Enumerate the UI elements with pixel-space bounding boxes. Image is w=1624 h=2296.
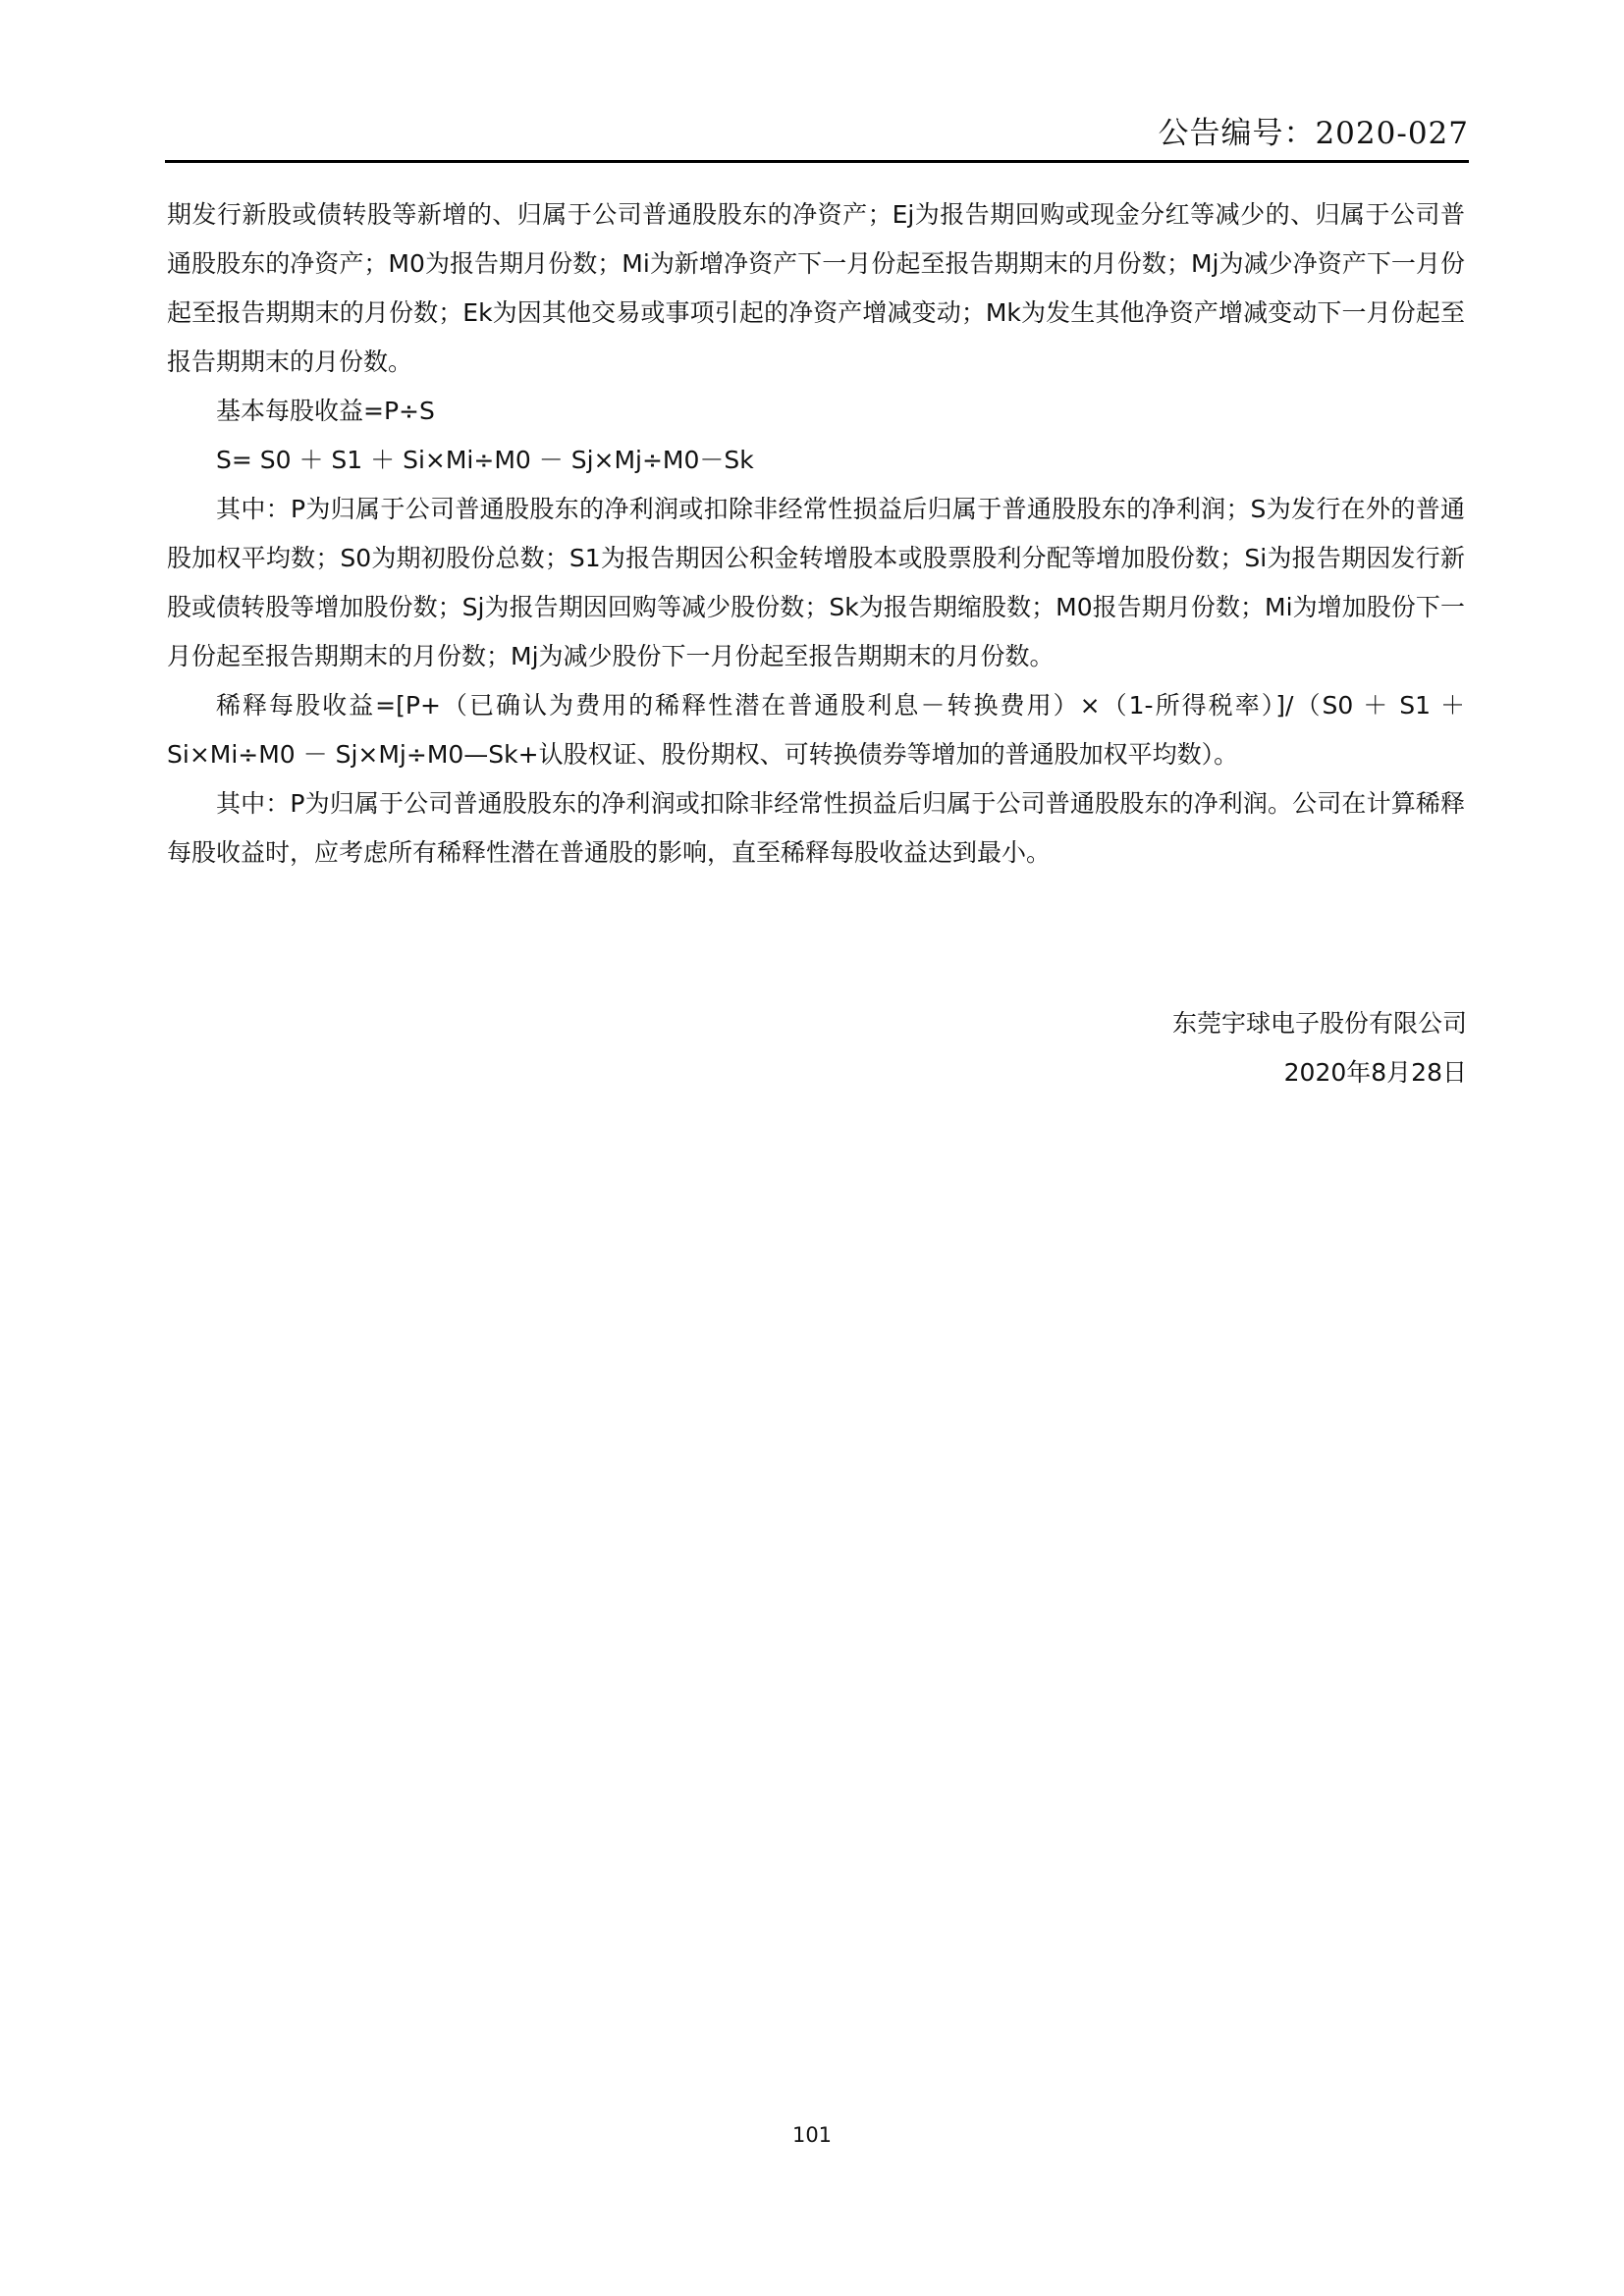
diluted-eps-formula: 稀释每股收益=[P+（已确认为费用的稀释性潜在普通股利息－转换费用）×（1-所得税率）]/（S0 ＋ S1 ＋ Si×Mi÷M0 － Sj×Mj÷M0—Sk+认股权证、股份期权、可转换债券等增加的普通股加权平均数）。 [167,691,1465,769]
basic-eps-formula: 基本每股收益=P÷S [216,397,435,425]
diluted-eps-definitions-paragraph: 其中：P为归属于公司普通股股东的净利润或扣除非经常性损益后归属于公司普通股股东的净利润。公司在计算稀释每股收益时，应考虑所有稀释性潜在普通股的影响，直至稀释每股收益达到最小。 [167,789,1465,867]
announcement-number: 公告编号：2020-027 [1158,116,1469,151]
page-number: 101 [791,2123,833,2147]
body-paragraph-continuation: 期发行新股或债转股等新增的、归属于公司普通股股东的净资产；Ej为报告期回购或现金分红等减少的、归属于公司普通股股东的净资产；M0为报告期月份数；Mi为新增净资产下一月份起至报告期期末的月份数；Mj为减少净资产下一月份起至报告期期末的月份数；Ek为因其他交易或事项引起的净资产增减变动；Mk为发生其他净资产增减变动下一月份起至报告期期末的月份数。 [167,200,1465,376]
header-divider [165,160,1469,163]
basic-eps-definitions-paragraph: 其中：P为归属于公司普通股股东的净利润或扣除非经常性损益后归属于普通股股东的净利润；S为发行在外的普通股加权平均数；S0为期初股份总数；S1为报告期因公积金转增股本或股票股利分配等增加股份数；Si为报告期因发行新股或债转股等增加股份数；Sj为报告期因回购等减少股份数；Sk为报告期缩股数；M0报告期月份数；Mi为增加股份下一月份起至报告期期末的月份数；Mj为减少股份下一月份起至报告期期末的月份数。 [167,495,1465,670]
signature-block [780,999,1467,1097]
signature-date: 2020年8月28日 [1283,1058,1467,1087]
document-body [167,190,1465,878]
weighted-shares-formula: S= S0 ＋ S1 ＋ Si×Mi÷M0 － Sj×Mj÷M0－Sk [216,446,754,474]
company-name: 东莞宇球电子股份有限公司 [1171,1009,1467,1038]
